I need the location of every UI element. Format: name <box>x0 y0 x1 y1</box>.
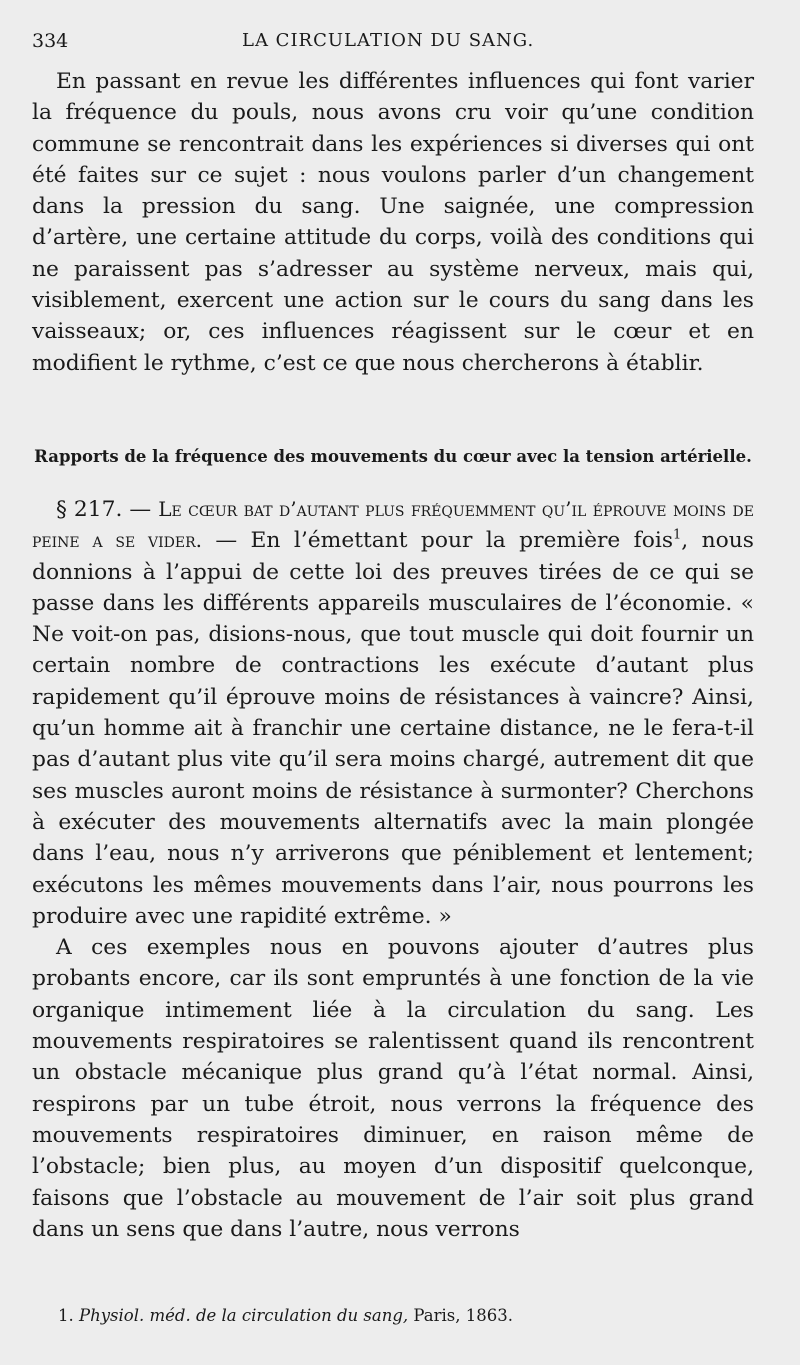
footnote-title: Physiol. méd. de la circulation du sang, <box>79 1306 409 1325</box>
running-title: LA CIRCULATION DU SANG. <box>242 30 535 51</box>
footnote-number: 1. <box>58 1306 74 1325</box>
section-heading: Rapports de la fréquence des mouvements du cœur avec la tension artérielle. <box>34 446 752 466</box>
section-text-after-ref: , nous donnions à l’appui de cette loi des preuves tirées de ce qui se passe dans les différents appareils musculaires de l’économie. « Ne voit-on pas, disions-nous, que tout muscle qui doit fournir un certain nombre de contractions les exécute d’autant plus rapidement qu’il éprouve moins de résistances à vaincre? Ainsi, qu’un homme ait à franchir une certaine distance, ne le fera-t-il pas d’autant plus vite qu’il sera moins chargé, autrement dit que ses muscles auront moins de résistance à surmonter? Cherchons à exécuter des mouvements alternatifs avec la main plongée dans l’eau, nous n’y arriverons que péniblement et lentement; exécutons les mêmes mouvements dans l’air, nous pourrons les produire avec une rapidité extrême. » <box>32 528 754 929</box>
section-number: § 217. — <box>56 496 159 522</box>
footnote <box>58 1306 513 1325</box>
section-text-before-ref: — En l’émettant pour la première fois <box>201 528 674 554</box>
intro-paragraph: En passant en revue les différentes influences qui font varier la fréquence du pouls, nous avons cru voir qu’une condition commune se rencontrait dans les expériences si diverses qui ont été faites sur ce sujet : nous voulons parler d’un changement dans la pression du sang. Une saignée, une compression d’artère, une certaine attitude du corps, voilà des conditions qui ne paraissent pas s’adresser au système nerveux, mais qui, visiblement, exercent une action sur le cours du sang dans les vaisseaux; or, ces influences réagissent sur le cœur et en modifient le rythme, c’est ce que nous chercherons à établir. <box>32 69 754 376</box>
footnote-place-year: Paris, 1863. <box>408 1306 513 1325</box>
page-header <box>32 30 752 60</box>
footnote-reference[interactable]: 1 <box>673 528 682 543</box>
page-body <box>32 66 754 1245</box>
page-number: 334 <box>32 30 69 52</box>
final-paragraph: A ces exemples nous en pouvons ajouter d’autres plus probants encore, car ils sont empruntés à une fonction de la vie organique intimement liée à la circulation du sang. Les mouvements respiratoires se ralentissent quand ils rencontrent un obstacle mécanique plus grand qu’à l’état normal. Ainsi, respirons par un tube étroit, nous verrons la fréquence des mouvements respiratoires diminuer, en raison même de l’obstacle; bien plus, au moyen d’un dispositif quelconque, faisons que l’obstacle au mouvement de l’air soit plus grand dans un sens que dans l’autre, nous verrons <box>32 935 754 1242</box>
section-law: Le cœur bat d’autant plus fréquemment qu’il éprouve moins de peine a se vider. <box>32 496 755 553</box>
section-217-paragraph <box>32 494 754 932</box>
